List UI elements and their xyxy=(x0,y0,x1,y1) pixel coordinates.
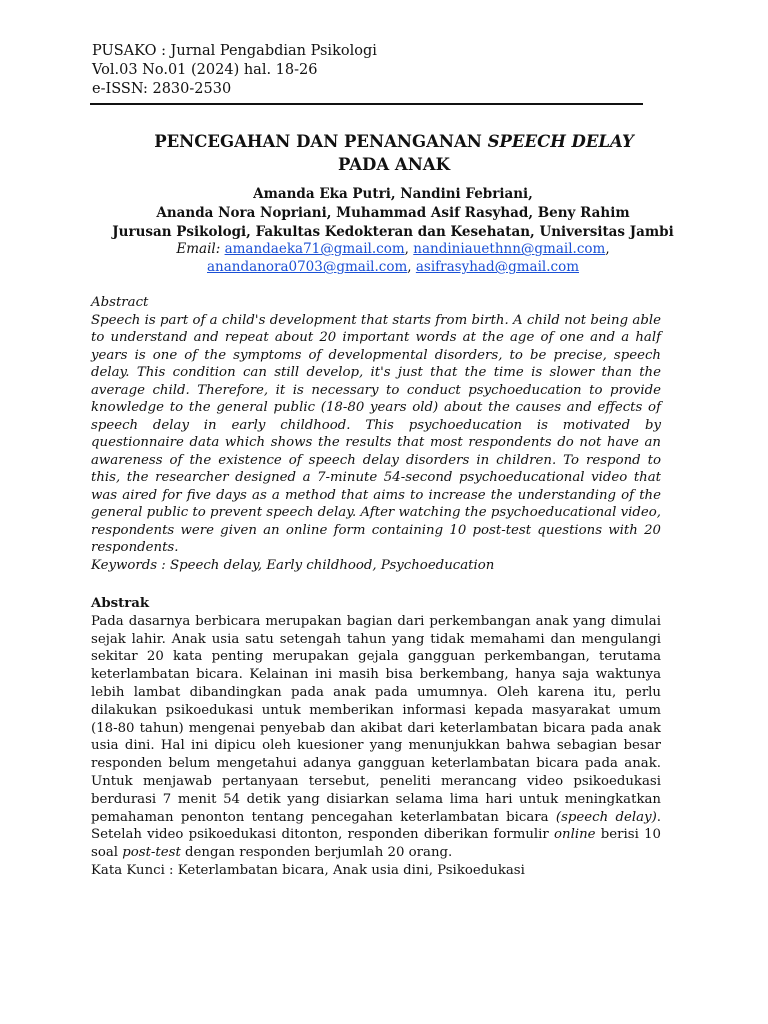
abstrak-text: . Setelah video psikoedukasi ditonton, responden diberikan formulir xyxy=(91,809,662,843)
abstrak-italic: post-test xyxy=(122,845,181,861)
email-line-2: anandanora0703@gmail.com, asifrasyhad@gmail.com xyxy=(207,259,579,275)
abstrak-heading: Abstrak xyxy=(91,596,150,611)
title-italic: SPEECH DELAY xyxy=(487,132,634,151)
journal-eissn: e-ISSN: 2830-2530 xyxy=(92,81,232,97)
kata-kunci: Kata Kunci : Keterlambatan bicara, Anak usia dini, Psikoedukasi xyxy=(91,862,525,878)
journal-header xyxy=(92,42,652,99)
email-label: Email: xyxy=(176,241,221,257)
authors-line-1: Amanda Eka Putri, Nandini Febriani, xyxy=(253,186,533,202)
journal-volume: Vol.03 No.01 (2024) hal. 18-26 xyxy=(92,62,318,78)
keywords: Keywords : Speech delay, Early childhood, Psychoeducation xyxy=(91,557,495,573)
abstract-heading: Abstract xyxy=(91,295,149,310)
abstrak-body xyxy=(91,613,661,862)
title-line-1 xyxy=(90,130,698,153)
affiliation: Jurusan Psikologi, Fakultas Kedokteran dan Kesehatan, Universitas Jambi xyxy=(112,224,674,240)
email-block xyxy=(90,240,696,276)
title-prefix: PENCEGAHAN DAN PENANGANAN xyxy=(154,132,488,151)
author-block xyxy=(90,185,696,242)
abstrak-italic: online xyxy=(554,827,596,843)
abstrak-text: dengan responden berjumlah 20 orang. xyxy=(180,845,453,861)
abstract-english xyxy=(91,294,661,574)
email-link[interactable]: amandaeka71@gmail.com xyxy=(224,241,405,257)
journal-name: PUSAKO : Jurnal Pengabdian Psikologi xyxy=(92,43,377,59)
email-link[interactable]: nandiniauethnn@gmail.com xyxy=(413,241,606,257)
title-line-2: PADA ANAK xyxy=(338,155,450,174)
email-link[interactable]: asifrasyhad@gmail.com xyxy=(415,259,579,275)
abstract-indonesian xyxy=(91,595,661,880)
authors-line-2: Ananda Nora Nopriani, Muhammad Asif Rasyhad, Beny Rahim xyxy=(156,205,630,221)
abstract-body: Speech is part of a child's development that starts from birth. A child not being able to understand and repeat about 20 important words at the age of one and a half years is one of the symptoms of developmental disorders, to be precise, speech delay. This condition can still develop, it's just that the time is slower than the average child. Therefore, it is necessary to conduct psychoeducation to provide knowledge to the general public (18-80 years old) about the causes and effects of speech delay in early childhood. This psychoeducation is motivated by questionnaire data which shows the results that most respondents do not have an awareness of the existence of speech delay disorders in children. To respond to this, the researcher designed a 7-minute 54-second psychoeducational video that was aired for five days as a method that aims to increase the understanding of the general public to prevent speech delay. After watching the psychoeducational video, respondents were given an online form containing 10 post-test questions with 20 respondents. xyxy=(91,312,661,555)
email-line-1: Email: amandaeka71@gmail.com, nandiniauethnn@gmail.com, xyxy=(176,241,610,257)
abstrak-italic: (speech delay) xyxy=(555,809,657,825)
abstrak-text: Pada dasarnya berbicara merupakan bagian dari perkembangan anak yang dimulai sejak lahir. Anak usia satu setengah tahun yang tidak memahami dan mengulangi sekitar 20 kata penting merupakan gejala gangguan perkembangan, terutama keterlambatan bicara. Kelainan ini masih bisa berkembang, hanya saja waktunya lebih lambat dibandingkan pada anak pada umumnya. Oleh karena itu, perlu dilakukan psikoedukasi untuk memberikan informasi kepada masyarakat umum (18-80 tahun) mengenai penyebab dan akibat dari keterlambatan bicara pada anak usia dini. Hal ini dipicu oleh kuesioner yang menunjukkan bahwa sebagian besar responden belum mengetahui adanya gangguan keterlambatan bicara pada anak. Untuk menjawab pertanyaan tersebut, peneliti merancang video psikoedukasi berdurasi 7 menit 54 detik yang disiarkan selama lima hari untuk meningkatkan pemahaman penonton tentang pencegahan keterlambatan bicara xyxy=(91,613,661,825)
email-link[interactable]: anandanora0703@gmail.com xyxy=(207,259,408,275)
paper-title xyxy=(90,130,698,176)
abstrak-text: berisi 10 soal xyxy=(91,827,661,861)
header-divider xyxy=(90,103,643,105)
